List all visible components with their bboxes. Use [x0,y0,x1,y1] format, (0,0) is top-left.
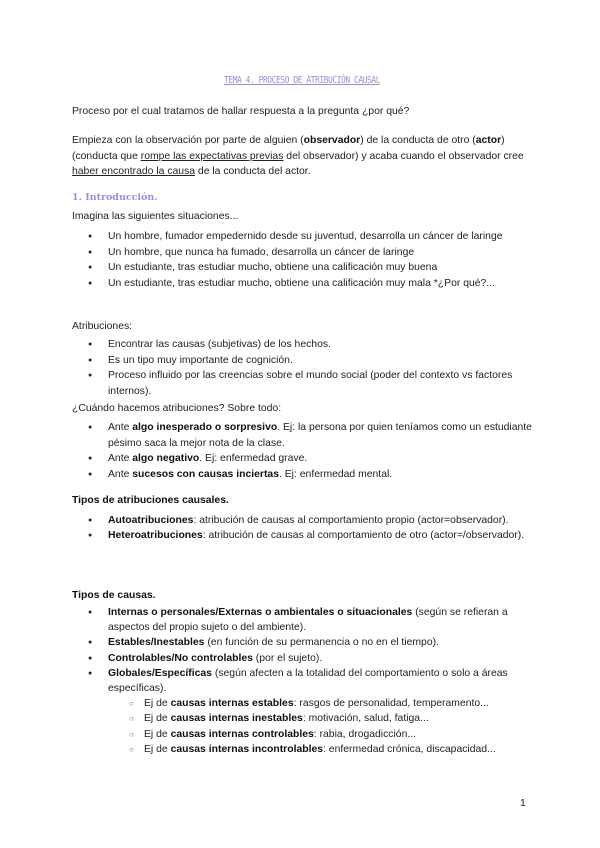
sub-list-item: ○ Ej de causas internas estables: rasgos de personalidad, temperamento... [72,696,532,711]
cause-types-list [72,605,532,757]
paragraph: Imagina las siguientes situaciones... [72,211,239,222]
list-item: ● Controlables/No controlables (por el sujeto). [72,651,532,666]
subheading: Tipos de causas. [72,590,156,601]
list-item: ● Autoatribuciones: atribución de causas al comportamiento propio (actor=observador). [72,514,532,529]
situations-list [72,229,532,291]
list-item: ● Proceso influido por las creencias sobre el mundo social (poder del contexto vs factores internos). [72,368,532,399]
list-item: ● Globales/Específicas (según afecten a la totalidad del comportamiento o solo a áreas específicas). [72,666,532,696]
list-item: ● Un hombre, que nunca ha fumado, desarrolla un cáncer de laringe [72,245,532,261]
list-item: ● Es un tipo muy importante de cognición. [72,353,532,369]
list-item: ● Un hombre, fumador empedernido desde su juventud, desarrolla un cáncer de laringe [72,229,532,245]
section-heading: 1. Introducción. [72,192,158,203]
subheading: Tipos de atribuciones causales. [72,495,229,506]
paragraph: ¿Cuándo hacemos atribuciones? Sobre todo: [72,403,282,414]
list-item: ● Internas o personales/Externas o ambientales o situacionales (según se refieran a aspectos del propio sujeto o del ambiente). [72,605,532,635]
list-item: ● Un estudiante, tras estudiar mucho, obtiene una calificación muy mala *¿Por qué?... [72,276,532,292]
page-number: 1 [520,797,526,809]
list-item: ● Estables/Inestables (en función de su permanencia o no en el tiempo). [72,635,532,650]
sub-list-item: ○ Ej de causas internas inestables: motivación, salud, fatiga... [72,711,532,726]
list-item: ● Ante algo inesperado o sorpresivo. Ej: la persona por quien teníamos como un estudiante pésimo saca la mejor nota de la clase. [72,420,532,451]
paragraph: Atribuciones: [72,321,133,332]
intro-paragraph: Proceso por el cual tratamos de hallar respuesta a la pregunta ¿por qué? [72,106,410,117]
list-item: ● Encontrar las causas (subjetivas) de los hechos. [72,337,532,353]
attributions-list [72,337,532,399]
definition-paragraph: Empieza con la observación por parte de alguien (observador) de la conducta de otro (actor) (conducta que rompe las expectativas previas del observador) y acaba cuando el observador cree haber encontrado la causa de la conducta del actor. [72,135,524,177]
list-item: ● Ante algo negativo. Ej: enfermedad grave. [72,451,532,467]
document-title: TEMA 4. PROCESO DE ATRIBUCIÓN CAUSAL [223,75,381,86]
attribution-types-list [72,514,532,543]
list-item: ● Un estudiante, tras estudiar mucho, obtiene una calificación muy buena [72,260,532,276]
sub-list-item: ○ Ej de causas internas controlables: rabia, drogadicción... [72,727,532,742]
when-list [72,420,532,482]
list-item: ● Heteroatribuciones: atribución de causas al comportamiento de otro (actor=/observador). [72,529,532,544]
list-item: ● Ante sucesos con causas inciertas. Ej: enfermedad mental. [72,467,532,483]
sub-list-item: ○ Ej de causas internas incontrolables: enfermedad crónica, discapacidad... [72,742,532,757]
